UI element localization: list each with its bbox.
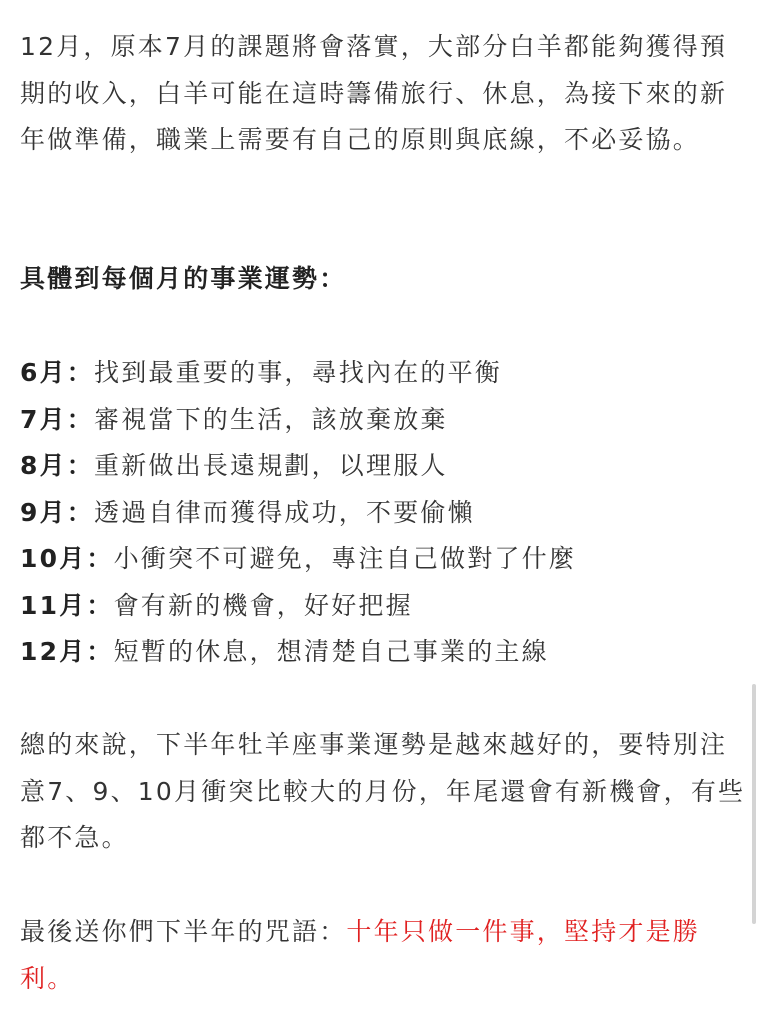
month-label: 7月：: [20, 404, 94, 434]
month-text: 重新做出長遠規劃，以理服人: [94, 451, 448, 480]
month-label: 11月：: [20, 590, 114, 620]
list-item: [20, 629, 748, 676]
mantra-highlight: 十年只做一件事，堅持才是勝利。: [20, 917, 701, 993]
closing-prefix: 最後送你們下半年的咒語：: [20, 917, 347, 946]
list-item: [20, 443, 748, 490]
month-label: 9月：: [20, 497, 94, 527]
month-text: 審視當下的生活，該放棄放棄: [94, 404, 448, 434]
closing-paragraph: [20, 909, 748, 1002]
summary-paragraph: 總的來說，下半年牡羊座事業運勢是越來越好的，要特別注意7、9、10月衝突比較大的月份，年尾還會有新機會，有些都不急。: [20, 730, 746, 852]
month-label: 10月：: [20, 544, 114, 573]
list-item: [20, 397, 748, 444]
month-text: 短暫的休息，想清楚自己事業的主線: [113, 637, 549, 666]
monthly-fortune-list: [20, 350, 748, 676]
list-item: [20, 583, 748, 630]
month-text: 小衝突不可避免，專注自己做對了什麼: [113, 544, 576, 573]
month-label: 6月：: [20, 358, 94, 387]
list-item: [20, 490, 748, 537]
list-item: [20, 350, 748, 397]
month-label: 8月：: [20, 451, 94, 480]
section-heading: 具體到每個月的事業運勢：: [20, 264, 347, 293]
scrollbar[interactable]: [752, 684, 756, 924]
month-text: 透過自律而獲得成功，不要偷懶: [94, 497, 475, 527]
month-label: 12月：: [20, 637, 114, 666]
intro-paragraph: 12月，原本7月的課題將會落實，大部分白羊都能夠獲得預期的收入，白羊可能在這時籌備旅行、休息，為接下來的新年做準備，職業上需要有自己的原則與底線，不必妥協。: [20, 32, 728, 154]
month-text: 會有新的機會，好好把握: [113, 590, 413, 620]
month-text: 找到最重要的事，尋找內在的平衡: [94, 358, 503, 387]
list-item: [20, 536, 748, 583]
